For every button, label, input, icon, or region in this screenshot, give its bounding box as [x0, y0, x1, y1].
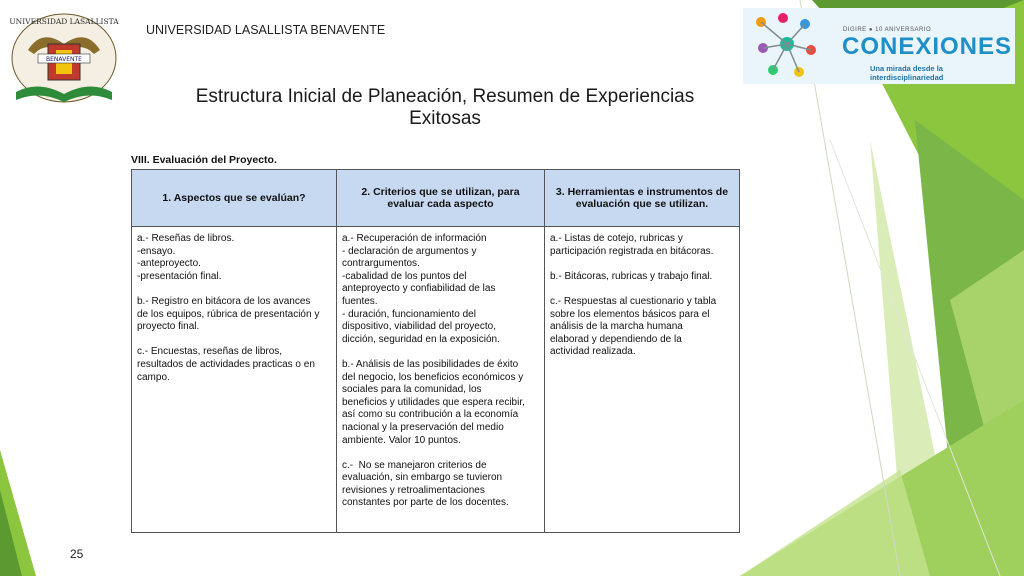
cell-text-line: c.- No se manejaron criterios de: [342, 459, 487, 471]
cell-text-line: así como su contribución a la economía: [342, 409, 519, 421]
cell-text-line: [342, 346, 539, 359]
cell-text-line: dicción, seguridad en la exposición.: [342, 333, 500, 345]
cell-criteria: [337, 227, 545, 533]
logo-subtitle: Una mirada desde la interdisciplinariedad: [870, 64, 944, 82]
cell-text-line: de los equipos, rúbrica de presentación y: [137, 308, 320, 320]
cell-text-line: ambiente. Valor 10 puntos.: [342, 434, 461, 446]
cell-text-line: b.- Registro en bitácora de los avances: [137, 295, 311, 307]
cell-text-line: [550, 283, 734, 296]
institution-name: UNIVERSIDAD LASALLISTA BENAVENTE: [146, 23, 386, 37]
svg-text:UNIVERSIDAD LASALLISTA: UNIVERSIDAD LASALLISTA: [9, 17, 119, 26]
university-seal-logo: [8, 10, 120, 106]
cell-text-line: sobre los elementos básicos para el: [550, 308, 710, 320]
cell-text-line: a.- Recuperación de información: [342, 233, 487, 244]
cell-text-line: [342, 447, 539, 460]
cell-text-line: participación registrada en bitácoras.: [550, 245, 714, 257]
cell-text-line: sociales para la comunidad, los: [342, 384, 482, 396]
cell-text-line: [550, 258, 734, 271]
cell-text-line: b.- Análisis de las posibilidades de éxito: [342, 358, 519, 370]
cell-text-line: elaborad y dependiendo de la: [550, 333, 682, 345]
cell-text-line: [137, 283, 331, 296]
page-number: 25: [70, 547, 84, 561]
cell-text-line: campo.: [137, 371, 170, 383]
cell-text-line: contrargumentos.: [342, 258, 420, 270]
cell-text-line: c.- Respuestas al cuestionario y tabla: [550, 295, 717, 307]
cell-text-line: beneficios y utilidades que espera recibir,: [342, 396, 525, 408]
column-header-aspects: 1. Aspectos que se evalúan?: [132, 170, 337, 227]
cell-text-line: b.- Bitácoras, rubricas y trabajo final.: [550, 270, 713, 282]
cell-text-line: proyecto final.: [137, 321, 200, 333]
logo-wordmark: CONEXIONES: [842, 33, 1013, 60]
slide-title: Estructura Inicial de Planeación, Resumen de Experiencias Exitosas: [195, 86, 695, 129]
column-header-tools: 3. Herramientas e instrumentos de evaluación que se utilizan.: [545, 170, 740, 227]
cell-text-line: análisis de la marcha humana: [550, 321, 683, 333]
cell-text-line: actividad realizada.: [550, 346, 636, 358]
cell-text-line: del negocio, los beneficios económicos y: [342, 371, 524, 383]
logo-anniversary-text: DIGIRE ● 10 ANIVERSARIO: [843, 27, 932, 33]
cell-text-line: fuentes.: [342, 295, 378, 307]
table-header-row: [132, 170, 740, 227]
cell-text-line: resultados de actividades practicas o en: [137, 358, 315, 370]
cell-text-line: -cabalidad de los puntos del: [342, 270, 467, 282]
column-header-criteria: 2. Criterios que se utilizan, para evaluar cada aspecto: [337, 170, 545, 227]
cell-text-line: anteproyecto y confiabilidad de las: [342, 283, 496, 295]
cell-text-line: c.- Encuestas, reseñas de libros,: [137, 346, 283, 358]
cell-tools: [545, 227, 740, 533]
cell-text-line: revisiones y retroalimentaciones: [342, 484, 485, 496]
table-row: [132, 227, 740, 533]
conexiones-logo: [743, 8, 1015, 84]
cell-text-line: - duración, funcionamiento del: [342, 308, 476, 320]
cell-text-line: evaluación, sin embargo se tuvieron: [342, 472, 503, 484]
evaluation-table: [131, 169, 740, 533]
svg-text:BENAVENTE: BENAVENTE: [46, 56, 82, 63]
cell-text-line: -ensayo.: [137, 245, 176, 257]
cell-text-line: -presentación final.: [137, 270, 222, 282]
cell-text-line: - declaración de argumentos y: [342, 245, 477, 257]
cell-text-line: dispositivo, viabilidad del proyecto,: [342, 321, 496, 333]
cell-aspects: [132, 227, 337, 533]
cell-text-line: a.- Reseñas de libros.: [137, 233, 235, 244]
cell-text-line: nacional y la preservación del medio: [342, 421, 504, 433]
cell-text-line: a.- Listas de cotejo, rubricas y: [550, 233, 683, 244]
cell-text-line: -anteproyecto.: [137, 258, 201, 270]
cell-text-line: constantes por parte de los docentes.: [342, 497, 509, 509]
cell-text-line: [137, 334, 331, 347]
section-title: VIII. Evaluación del Proyecto.: [131, 154, 277, 166]
